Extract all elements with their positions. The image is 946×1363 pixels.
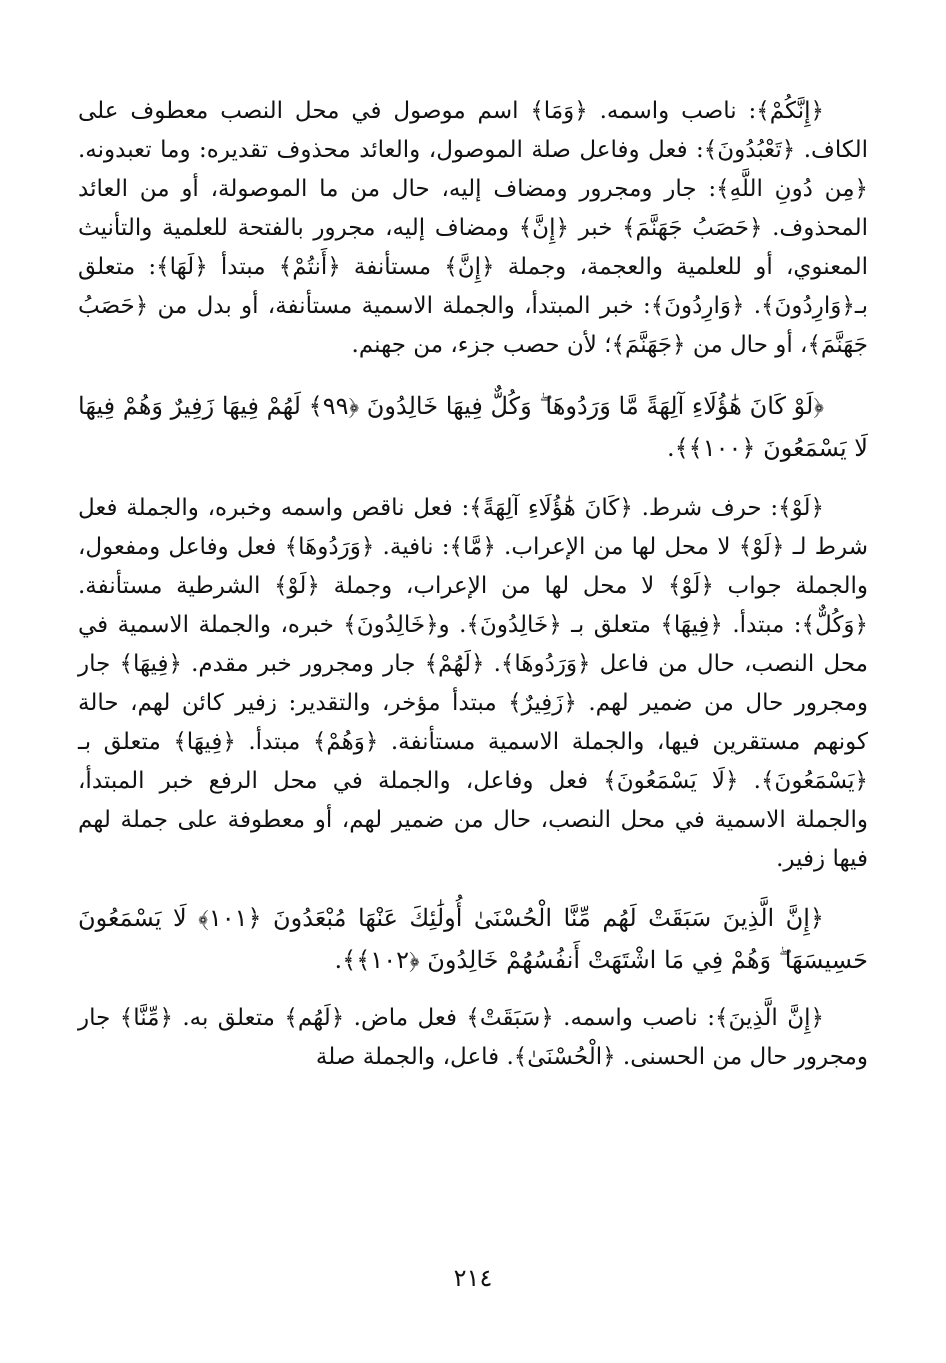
quran-verse-99-100: ﴿لَوْ كَانَ هَٰؤُلَاءِ آلِهَةً مَّا وَرَدُوهَا ۖ وَكُلٌّ فِيهَا خَالِدُونَ ﴿٩٩﴾ لَهُمْ فِيهَا زَفِيرٌ وَهُمْ فِيهَا لَا يَسْمَعُونَ ﴿١٠٠﴾﴾.: [78, 392, 868, 462]
commentary-paragraph-1: ﴿إِنَّكُمْ﴾: ناصب واسمه. ﴿وَمَا﴾ اسم موصول في محل النصب معطوف على الكاف. ﴿تَعْبُدُونَ﴾: فعل وفاعل صلة الموصول، والعائد محذوف تقديره: وما تعبدونه. ﴿مِن دُونِ اللَّهِ﴾: جار ومجرور ومضاف إليه، حال من ما الموصولة، أو من العائد المحذوف. ﴿حَصَبُ جَهَنَّمَ﴾ خبر ﴿إِنَّ﴾ ومضاف إليه، مجرور بالفتحة للعلمية والتأنيث المعنوي، أو للعلمية والعجمة، وجملة ﴿إِنَّ﴾ مستأنفة ﴿أَنتُمْ﴾ مبتدأ ﴿لَهَا﴾: متعلق بـ﴿وَارِدُونَ﴾. ﴿وَارِدُونَ﴾: خبر المبتدأ، والجملة الاسمية مستأنفة، أو بدل من ﴿حَصَبُ جَهَنَّمَ﴾، أو حال من ﴿جَهَنَّمَ﴾؛ لأن حصب جزء، من جهنم.: [78, 98, 868, 358]
paragraph-gap: [78, 879, 868, 897]
paragraph-gap: [78, 981, 868, 999]
quran-verse-101-102: ﴿إِنَّ الَّذِينَ سَبَقَتْ لَهُم مِّنَّا الْحُسْنَىٰ أُولَٰئِكَ عَنْهَا مُبْعَدُونَ ﴿١٠١﴾ لَا يَسْمَعُونَ حَسِيسَهَا ۖ وَهُمْ فِي مَا اشْتَهَتْ أَنفُسُهُمْ خَالِدُونَ ﴿١٠٢﴾﴾.: [78, 904, 868, 974]
commentary-paragraph-3: ﴿إِنَّ الَّذِينَ﴾: ناصب واسمه. ﴿سَبَقَتْ﴾ فعل ماض. ﴿لَهُم﴾ متعلق به. ﴿مِّنَّا﴾ جار ومجرور حال من الحسنى. ﴿الْحُسْنَىٰ﴾. فاعل، والجملة صلة: [78, 1005, 868, 1070]
paragraph-gap: [78, 469, 868, 489]
paragraph-gap: [78, 365, 868, 385]
page-number: ٢١٤: [453, 1264, 493, 1292]
page-body: [78, 92, 868, 1077]
commentary-paragraph-2: ﴿لَوْ﴾: حرف شرط. ﴿كَانَ هَٰؤُلَاءِ آلِهَةً﴾: فعل ناقص واسمه وخبره، والجملة فعل شرط لـ ﴿لَوْ﴾ لا محل لها من الإعراب. ﴿مَّا﴾: نافية. ﴿وَرَدُوهَا﴾ فعل وفاعل ومفعول، والجملة جواب ﴿لَوْ﴾ لا محل لها من الإعراب، وجملة ﴿لَوْ﴾ الشرطية مستأنفة. ﴿وَكُلٌّ﴾: مبتدأ. ﴿فِيهَا﴾ متعلق بـ ﴿خَالِدُونَ﴾. و﴿خَالِدُونَ﴾ خبره، والجملة الاسمية في محل النصب، حال من فاعل ﴿وَرَدُوهَا﴾. ﴿لَهُمْ﴾ جار ومجرور خبر مقدم. ﴿فِيهَا﴾ جار ومجرور حال من ضمير لهم. ﴿زَفِيرٌ﴾ مبتدأ مؤخر، والتقدير: زفير كائن لهم، حالة كونهم مستقرين فيها، والجملة الاسمية مستأنفة. ﴿وَهُمْ﴾ مبتدأ. ﴿فِيهَا﴾ متعلق بـ ﴿يَسْمَعُونَ﴾. ﴿لَا يَسْمَعُونَ﴾ فعل وفاعل، والجملة في محل الرفع خبر المبتدأ، والجملة الاسمية في محل النصب، حال من ضمير لهم، أو معطوفة على جملة لهم فيها زفير.: [78, 495, 868, 872]
